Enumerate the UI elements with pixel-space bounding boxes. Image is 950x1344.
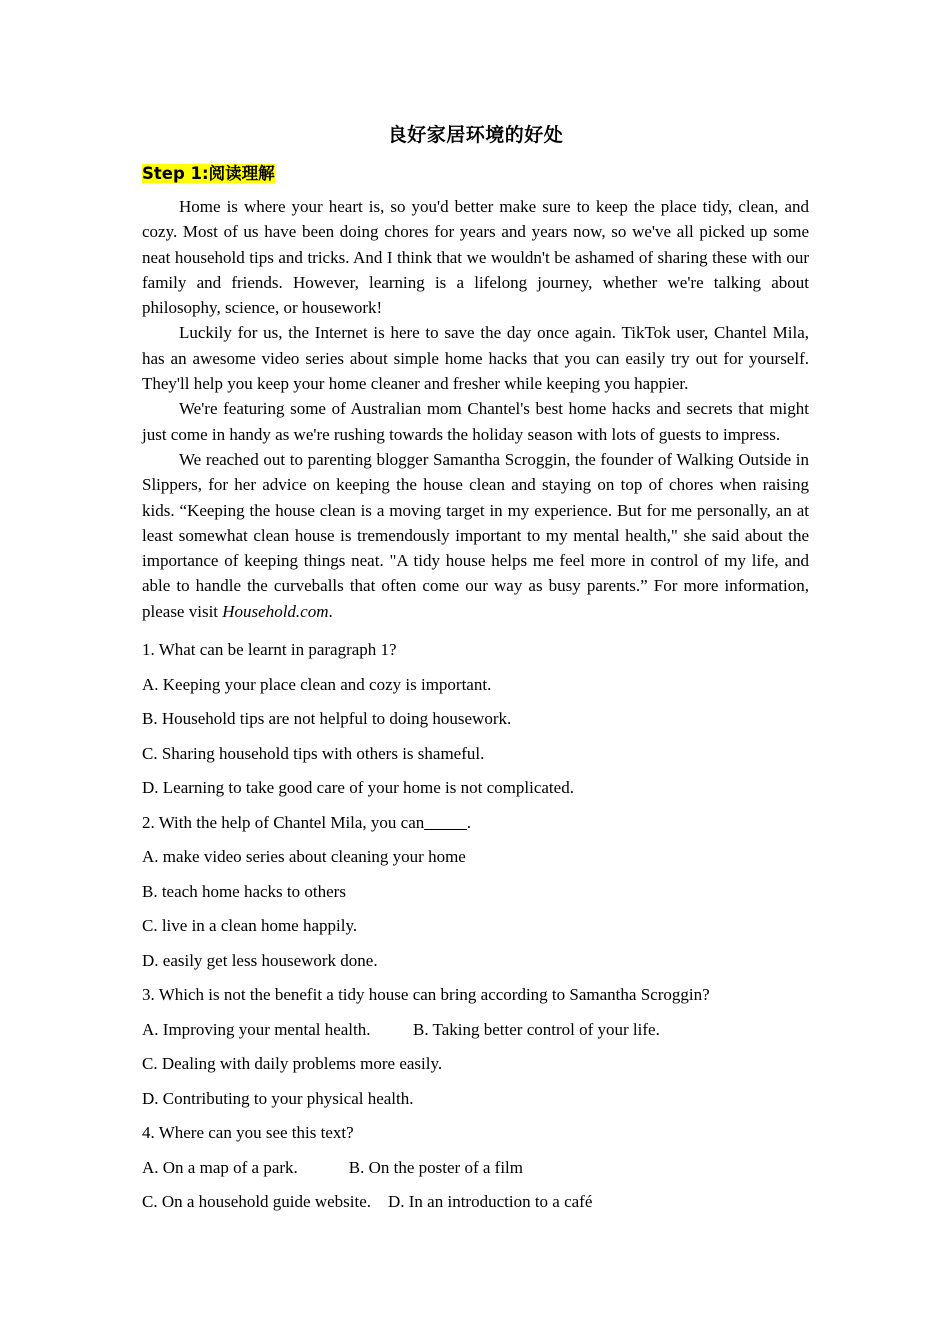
passage-paragraph-2: Luckily for us, the Internet is here to save the day once again. TikTok user, Chantel Mila, has an awesome video series about simple home hacks that you can easily try out for yourself. They'll help you keep your home cleaner and fresher while keeping you happier.: [142, 323, 809, 394]
question-4-prompt: 4. Where can you see this text?: [142, 1123, 354, 1143]
questions-section: [142, 633, 809, 1220]
question-2-option-a[interactable]: A. make video series about cleaning your home: [142, 847, 466, 867]
passage-paragraph-1: Home is where your heart is, so you'd better make sure to keep the place tidy, clean, and cozy. Most of us have been doing chores for years and years now, so we've all picked up some neat household tips and tricks. And I think that we wouldn't be ashamed of sharing these with our family and friends. However, learning is a lifelong journey, whether we're talking about philosophy, science, or housework!: [142, 197, 809, 318]
question-2-blank[interactable]: _____: [424, 812, 467, 832]
paragraph-4-main-text: We reached out to parenting blogger Samantha Scroggin, the founder of Walking Outside in Slippers, for her advice on keeping the house clean and staying on top of chores when raising kids. “Keeping the house clean is a moving target in my experience. But for me personally, an at least somewhat clean house is tremendously important to my mental health," she said about the importance of keeping things neat. "A tidy house helps me feel more in control of my life, and able to handle the curveballs that often come our way as busy parents.” For more information, please visit: [142, 449, 809, 621]
passage-paragraph-3: We're featuring some of Australian mom Chantel's best home hacks and secrets that might just come in handy as we're rushing towards the holiday season with lots of guests to impress.: [142, 399, 809, 444]
passage-paragraph-4: [142, 447, 809, 624]
question-1-prompt: 1. What can be learnt in paragraph 1?: [142, 640, 397, 660]
question-4-options-ab[interactable]: A. On a map of a park. B. On the poster of a film: [142, 1157, 523, 1177]
page-title: 良好家居环境的好处: [387, 124, 564, 146]
paragraph-4-end-punctuation: .: [328, 601, 333, 621]
question-1-option-c[interactable]: C. Sharing household tips with others is shameful.: [142, 743, 485, 763]
question-2-option-c[interactable]: C. live in a clean home happily.: [142, 916, 358, 936]
step-heading: [142, 164, 275, 183]
question-1-option-a[interactable]: A. Keeping your place clean and cozy is important.: [142, 674, 492, 694]
question-2-option-b[interactable]: B. teach home hacks to others: [142, 881, 346, 901]
question-2-option-d[interactable]: D. easily get less housework done.: [142, 950, 378, 970]
step-heading-chinese: 阅读理解: [208, 164, 275, 183]
question-3-option-c[interactable]: C. Dealing with daily problems more easily.: [142, 1054, 443, 1074]
question-2-text-before-blank: 2. With the help of Chantel Mila, you can: [142, 812, 425, 832]
question-3-option-d[interactable]: D. Contributing to your physical health.: [142, 1088, 414, 1108]
question-2-text-after-blank: .: [466, 812, 472, 832]
step-heading-row: [142, 148, 809, 187]
step-heading-prefix: Step 1:: [142, 164, 209, 183]
question-1-option-b[interactable]: B. Household tips are not helpful to doing housework.: [142, 709, 512, 729]
question-1-option-d[interactable]: D. Learning to take good care of your home is not complicated.: [142, 778, 574, 798]
question-3-prompt: 3. Which is not the benefit a tidy house can bring according to Samantha Scroggin?: [142, 985, 710, 1005]
question-3-options-ab[interactable]: A. Improving your mental health. B. Taking better control of your life.: [142, 1019, 660, 1039]
household-site-reference: Household.com: [222, 601, 329, 621]
document-body: [142, 0, 809, 1220]
question-4-options-cd[interactable]: C. On a household guide website. D. In an introduction to a café: [142, 1192, 593, 1212]
question-2-prompt: [142, 806, 809, 841]
